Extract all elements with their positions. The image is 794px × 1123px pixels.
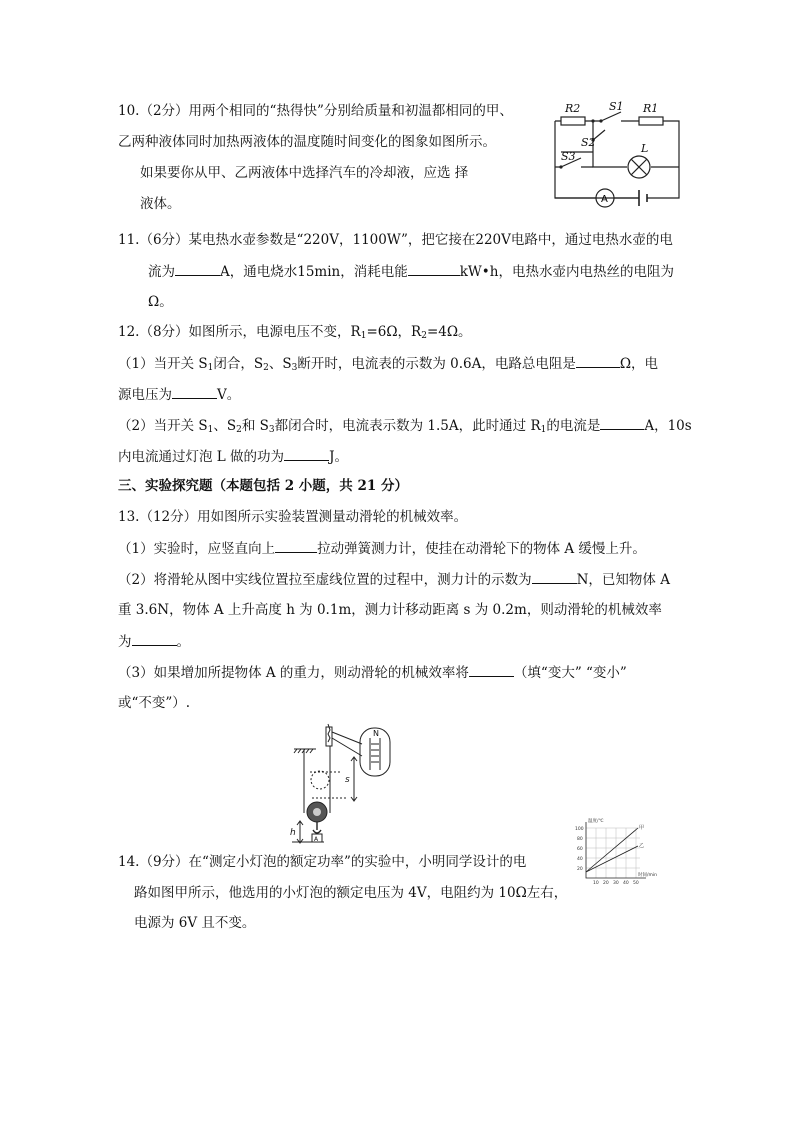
q13-line7: 或“不变”）. <box>118 695 191 711</box>
xtick: 10 <box>593 881 599 886</box>
label-ammeter: A <box>601 194 608 205</box>
q13-blank-change[interactable] <box>469 662 514 677</box>
q13-line1: 13.（12分）用如图所示实验装置测量动滑轮的机械效率。 <box>118 509 468 525</box>
ytick: 100 <box>575 827 584 832</box>
q14-line3: 电源为 6V 且不变。 <box>134 915 256 931</box>
q11-line1: 11.（6分）某电热水壶参数是“220V，1100W”，把它接在220V电路中，通过电热水壶的电 <box>118 232 673 248</box>
q12-line5: 内电流通过灯泡 L 做的功为 J。 <box>118 446 348 467</box>
label-yi: 乙 <box>639 843 645 849</box>
q13-line2: （1）实验时，应竖直向上 拉动弹簧测力计，使挂在动滑轮下的物体 A 缓慢上升。 <box>118 538 646 559</box>
pulley-wheel-dashed <box>311 771 329 789</box>
q12-blank-work[interactable] <box>284 446 329 461</box>
ytick: 20 <box>577 867 583 872</box>
label-s3: S3 <box>561 150 576 163</box>
q12-blank-current-r1[interactable] <box>600 415 644 430</box>
label-a: A <box>314 836 319 843</box>
q12-blank-resistance[interactable] <box>576 353 620 368</box>
xtick: 20 <box>603 881 609 886</box>
q10-line1: 10.（2分）用两个相同的“热得快”分别给质量和初温都相同的甲、 <box>118 103 513 119</box>
q13-line5: 为 。 <box>118 631 190 652</box>
xtick: 30 <box>613 881 619 886</box>
ceiling-support <box>294 749 316 753</box>
circuit-diagram <box>553 100 685 210</box>
xtick: 50 <box>633 881 639 886</box>
graph-xlabel: 时间/min <box>638 873 658 878</box>
q13-blank-reading[interactable] <box>532 569 577 584</box>
temperature-time-graph <box>570 814 660 892</box>
q13-blank-efficiency[interactable] <box>132 631 177 646</box>
label-r1: R1 <box>643 102 659 115</box>
q10-line2: 乙两种液体同时加热两液体的温度随时间变化的图象如图所示。 <box>118 134 496 150</box>
label-s: s <box>345 775 350 785</box>
arrow-h <box>297 821 303 843</box>
battery-symbol <box>639 190 647 206</box>
q13-line6: （3）如果增加所提物体 A 的重力，则动滑轮的机械效率将 （填“变大” “变小” <box>118 662 627 683</box>
q14-line1: 14.（9分）在“测定小灯泡的额定功率”的实验中，小明同学设计的电 <box>118 854 527 870</box>
pulley-apparatus-figure <box>284 722 414 847</box>
graph-ylabel: 温度/℃ <box>588 819 604 824</box>
switch-s1 <box>601 112 625 121</box>
ytick: 60 <box>577 847 583 852</box>
graph-grid <box>586 828 640 878</box>
q12-line1: 12.（8分）如图所示，电源电压不变，$R_1=6\Omega$，$R_2=4\Omega$。 <box>118 324 472 341</box>
label-s2: S2 <box>581 136 596 149</box>
q10-line4: 液体。 <box>140 196 181 212</box>
q13-blank-direction[interactable] <box>275 538 317 553</box>
ytick: 40 <box>577 857 583 862</box>
q11-blank-current[interactable] <box>175 261 220 276</box>
label-s1: S1 <box>609 100 624 113</box>
q12-blank-voltage[interactable] <box>172 384 217 399</box>
label-newton: N <box>373 729 379 738</box>
label-r2: R2 <box>565 102 581 115</box>
q11-blank-energy[interactable] <box>408 261 460 276</box>
q12-line4: （2）当开关 $S_1$、$S_2$和 $S_3$都闭合时，电流表示数为 1.5A，此时通过 $R_1$的电流是 A，10s <box>118 415 692 440</box>
q11-line3: Ω。 <box>148 294 173 310</box>
q14-line2: 路如图甲所示，他选用的小灯泡的额定电压为 4V，电阻约为 10Ω左右， <box>134 885 568 901</box>
section-title: 三、实验探究题（本题包括 2 小题，共 21 分） <box>118 478 408 494</box>
q13-line4: 重 3.6N，物体 A 上升高度 h 为 0.1m，测力计移动距离 s 为 0.2m，则动滑轮的机械效率 <box>118 602 662 618</box>
q10-line3: 如果要你从甲、乙两液体中选择汽车的冷却液，应选 择 <box>140 165 469 181</box>
label-jia: 甲 <box>639 825 645 831</box>
label-l: L <box>641 142 649 155</box>
label-h: h <box>290 828 296 838</box>
resistor-r2 <box>561 117 585 125</box>
q13-line3: （2）将滑轮从图中实线位置拉至虚线位置的过程中，测力计的示数为 N，已知物体 A <box>118 569 670 590</box>
ytick: 80 <box>577 837 583 842</box>
arrow-s <box>351 757 357 801</box>
magnified-scale-leader <box>332 732 362 756</box>
q12-line3: 源电压为 V。 <box>118 384 240 405</box>
resistor-r1 <box>639 117 663 125</box>
q11-line2: 流为 A，通电烧水15min，消耗电能 kW•h，电热水壶内电热丝的电阻为 <box>148 261 674 282</box>
q12-line2: （1）当开关 $S_1$闭合，$S_2$、$S_3$断开时，电流表的示数为 0.6A，电路总电阻是 Ω，电 <box>118 353 658 378</box>
xtick: 40 <box>623 881 629 886</box>
